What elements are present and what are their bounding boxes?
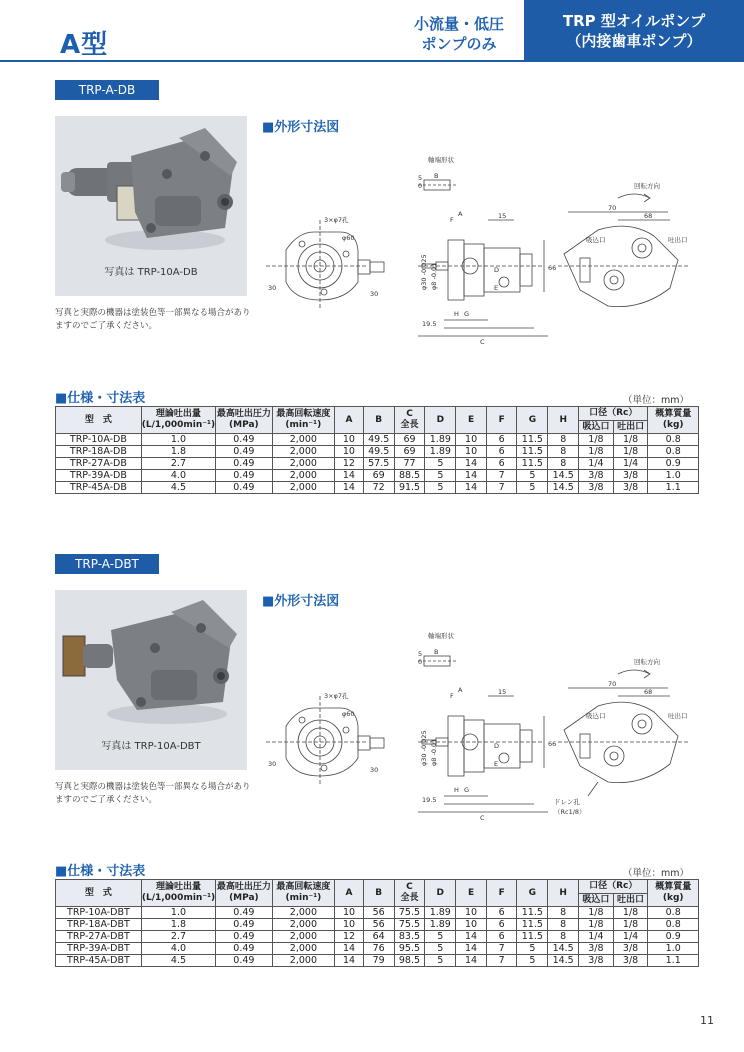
col-E: E bbox=[456, 880, 487, 907]
table-row: TRP-27A-DB 2.7 0.49 2,000 12 57.5 77 5 14 6 11.5 8 1/4 1/4 0.9 bbox=[56, 458, 699, 470]
page-type-title: A型 bbox=[60, 30, 109, 60]
table-row: TRP-45A-DB 4.5 0.49 2,000 14 72 91.5 5 14 7 5 14.5 3/8 3/8 1.1 bbox=[56, 482, 699, 494]
page-number: 11 bbox=[700, 1014, 714, 1027]
label-suction: 吸込口 bbox=[586, 236, 606, 244]
table-row: TRP-10A-DBT 1.0 0.49 2,000 10 56 75.5 1.89 10 6 11.5 8 1/8 1/8 0.8 bbox=[56, 907, 699, 919]
header-subtitle bbox=[400, 14, 518, 54]
col-H: H bbox=[548, 880, 579, 907]
col-suction: 吸込口 bbox=[579, 894, 614, 907]
label-rotation: 回転方向 bbox=[634, 182, 660, 190]
product-photo-dbt bbox=[55, 590, 247, 770]
col-F: F bbox=[486, 407, 517, 434]
col-G: G bbox=[517, 407, 548, 434]
label-D: D bbox=[494, 742, 500, 750]
col-D: D bbox=[425, 407, 456, 434]
label-C: C bbox=[480, 338, 485, 346]
photo-caption: 写真は TRP-10A-DB bbox=[104, 267, 198, 278]
label-G: G bbox=[464, 310, 470, 318]
subtitle-line1: 小流量・低圧 bbox=[413, 15, 504, 33]
section-tag-dbt: TRP-A-DBT bbox=[55, 554, 159, 574]
label-30a: 30 bbox=[268, 760, 277, 768]
col-H: H bbox=[548, 407, 579, 434]
table-row: TRP-39A-DB 4.0 0.49 2,000 14 69 88.5 5 14 7 5 14.5 3/8 3/8 1.0 bbox=[56, 470, 699, 482]
label-shaft: 軸端形状 bbox=[428, 632, 454, 640]
col-mass: 概算質量 (kg) bbox=[648, 880, 699, 907]
label-drain-rc: （Rc1/8） bbox=[554, 808, 586, 816]
table-row: TRP-18A-DBT 1.8 0.49 2,000 10 56 75.5 1.89 10 6 11.5 8 1/8 1/8 0.8 bbox=[56, 919, 699, 931]
label-68: 68 bbox=[644, 212, 653, 220]
col-discharge: 吐出口 bbox=[613, 894, 648, 907]
label-phi30: φ30 -0.025 bbox=[420, 254, 428, 290]
header-product-box bbox=[524, 0, 744, 62]
photo-note: 写真と実際の機器は塗装色等一部異なる場合がありますのでご了承ください。 bbox=[55, 308, 251, 331]
product-line2: （内接歯車ポンプ） bbox=[566, 32, 702, 50]
col-mass: 概算質量 (kg) bbox=[648, 407, 699, 434]
label-30b: 30 bbox=[370, 766, 379, 774]
col-C: C 全長 bbox=[394, 880, 425, 907]
label-68: 68 bbox=[644, 688, 653, 696]
col-flow: 理論吐出量 (L/1,000min⁻¹) bbox=[141, 407, 215, 434]
spec-title-dbt: ■仕様・寸法表 bbox=[55, 864, 146, 879]
label-B: B bbox=[434, 648, 439, 656]
label-D: D bbox=[494, 266, 500, 274]
label-H: H bbox=[454, 786, 459, 794]
col-flow: 理論吐出量 (L/1,000min⁻¹) bbox=[141, 880, 215, 907]
drawing-title: ■外形寸法図 bbox=[262, 594, 340, 609]
label-0: 0 bbox=[418, 658, 423, 666]
subtitle-line2: ポンプのみ bbox=[421, 35, 497, 53]
label-F: F bbox=[450, 692, 454, 700]
col-model: 型 式 bbox=[56, 407, 142, 434]
label-holes: 3×φ7孔 bbox=[324, 692, 349, 700]
label-C: C bbox=[480, 814, 485, 822]
col-B: B bbox=[363, 407, 394, 434]
col-port: 口径（Rc） bbox=[579, 407, 648, 421]
col-B: B bbox=[363, 880, 394, 907]
photo-note: 写真と実際の機器は塗装色等一部異なる場合がありますのでご了承ください。 bbox=[55, 782, 251, 805]
col-A: A bbox=[335, 880, 364, 907]
label-phi8: φ8 -0.01 bbox=[430, 262, 438, 290]
table-row: TRP-45A-DBT 4.5 0.49 2,000 14 79 98.5 5 14 7 5 14.5 3/8 3/8 1.1 bbox=[56, 955, 699, 967]
col-pressure: 最高吐出圧力 (MPa) bbox=[216, 407, 273, 434]
label-E: E bbox=[494, 760, 499, 768]
table-row: TRP-39A-DBT 4.0 0.49 2,000 14 76 95.5 5 14 7 5 14.5 3/8 3/8 1.0 bbox=[56, 943, 699, 955]
unit-label-db: （単位：mm） bbox=[622, 395, 689, 406]
label-phi30: φ30 -0.025 bbox=[420, 730, 428, 766]
col-D: D bbox=[425, 880, 456, 907]
outline-drawing-db bbox=[258, 150, 708, 350]
col-port: 口径（Rc） bbox=[579, 880, 648, 894]
outline-drawing-dbt bbox=[258, 626, 708, 826]
label-phi8: φ8 -0.01 bbox=[430, 738, 438, 766]
col-C: C 全長 bbox=[394, 407, 425, 434]
col-F: F bbox=[486, 880, 517, 907]
label-30b: 30 bbox=[370, 290, 379, 298]
label-holes: 3×φ7孔 bbox=[324, 216, 349, 224]
label-19-5: 19.5 bbox=[422, 320, 437, 328]
label-suction: 吸込口 bbox=[586, 712, 606, 720]
table-row: TRP-10A-DB 1.0 0.49 2,000 10 49.5 69 1.89 10 6 11.5 8 1/8 1/8 0.8 bbox=[56, 434, 699, 446]
label-66: 66 bbox=[548, 740, 557, 748]
label-E: E bbox=[494, 284, 499, 292]
label-drain: ドレン孔 bbox=[554, 798, 580, 806]
label-66: 66 bbox=[548, 264, 557, 272]
label-G: G bbox=[464, 786, 470, 794]
col-speed: 最高回転速度 (min⁻¹) bbox=[272, 407, 335, 434]
label-B: B bbox=[434, 172, 439, 180]
label-discharge: 吐出口 bbox=[668, 236, 688, 244]
product-photo-db bbox=[55, 116, 247, 296]
photo-caption: 写真は TRP-10A-DBT bbox=[101, 741, 201, 752]
label-19-5: 19.5 bbox=[422, 796, 437, 804]
label-A: A bbox=[458, 686, 463, 694]
drawing-title: ■外形寸法図 bbox=[262, 120, 340, 135]
label-30a: 30 bbox=[268, 284, 277, 292]
label-phi60: φ60 bbox=[342, 710, 355, 718]
table-row: TRP-18A-DB 1.8 0.49 2,000 10 49.5 69 1.89 10 6 11.5 8 1/8 1/8 0.8 bbox=[56, 446, 699, 458]
spec-table-dbt bbox=[55, 879, 699, 967]
col-G: G bbox=[517, 880, 548, 907]
label-phi60: φ60 bbox=[342, 234, 355, 242]
col-speed: 最高回転速度 (min⁻¹) bbox=[272, 880, 335, 907]
label-0: 0 bbox=[418, 182, 423, 190]
label-5: 5 bbox=[418, 650, 423, 658]
label-70: 70 bbox=[608, 680, 617, 688]
label-F: F bbox=[450, 216, 454, 224]
col-A: A bbox=[335, 407, 364, 434]
product-line1: TRP 型オイルポンプ bbox=[562, 12, 706, 30]
col-suction: 吸込口 bbox=[579, 421, 614, 434]
col-pressure: 最高吐出圧力 (MPa) bbox=[216, 880, 273, 907]
label-discharge: 吐出口 bbox=[668, 712, 688, 720]
label-70: 70 bbox=[608, 204, 617, 212]
label-H: H bbox=[454, 310, 459, 318]
section-tag-db: TRP-A-DB bbox=[55, 80, 159, 100]
col-E: E bbox=[456, 407, 487, 434]
label-15: 15 bbox=[498, 212, 507, 220]
col-discharge: 吐出口 bbox=[613, 421, 648, 434]
label-A: A bbox=[458, 210, 463, 218]
spec-table-db bbox=[55, 406, 699, 494]
unit-label-dbt: （単位：mm） bbox=[622, 868, 689, 879]
label-5: 5 bbox=[418, 174, 423, 182]
label-15: 15 bbox=[498, 688, 507, 696]
table-row: TRP-27A-DBT 2.7 0.49 2,000 12 64 83.5 5 14 6 11.5 8 1/4 1/4 0.9 bbox=[56, 931, 699, 943]
label-shaft: 軸端形状 bbox=[428, 156, 454, 164]
spec-title-db: ■仕様・寸法表 bbox=[55, 391, 146, 406]
label-rotation: 回転方向 bbox=[634, 658, 660, 666]
col-model: 型 式 bbox=[56, 880, 142, 907]
header-rule bbox=[0, 60, 524, 62]
